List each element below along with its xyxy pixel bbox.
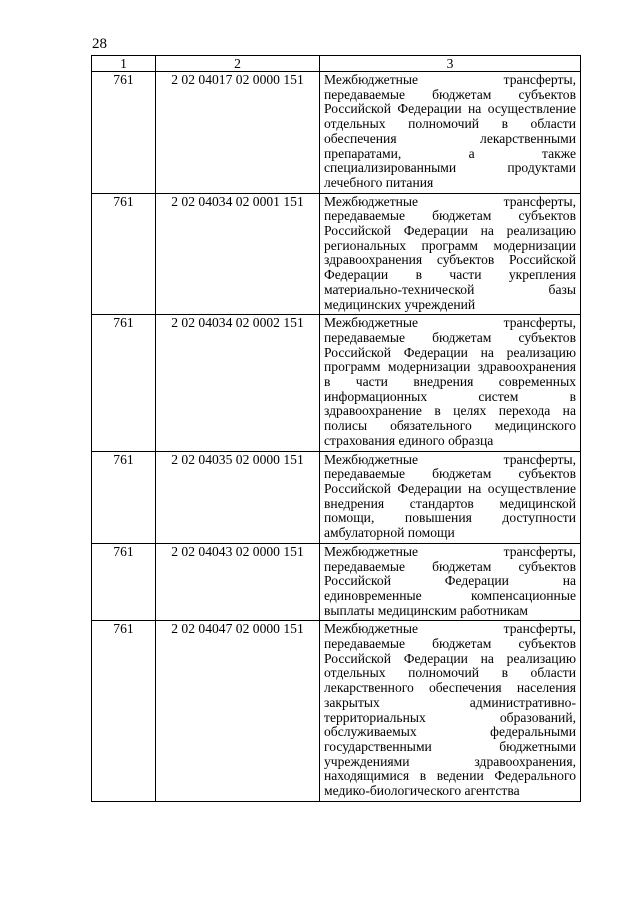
budget-codes-table: [91, 55, 581, 802]
budget-code-cell: 2 02 04047 02 0000 151: [156, 621, 320, 801]
description-cell: Межбюджетные трансферты, передаваемые бюджетам субъектов Российской Федерации на осуществление внедрения стандартов медицинской помощи, повышения доступности амбулаторной помощи: [320, 451, 581, 543]
table-row: [92, 72, 581, 194]
table-row: [92, 451, 581, 543]
admin-code-cell: 761: [92, 621, 156, 801]
page-number: 28: [92, 36, 107, 52]
budget-code-cell: 2 02 04017 02 0000 151: [156, 72, 320, 194]
admin-code-cell: 761: [92, 451, 156, 543]
table-row: [92, 315, 581, 451]
budget-code-cell: 2 02 04035 02 0000 151: [156, 451, 320, 543]
budget-code-cell: 2 02 04043 02 0000 151: [156, 543, 320, 621]
description-cell: Межбюджетные трансферты, передаваемые бюджетам субъектов Российской Федерации на реализацию отдельных полномочий в области лекарственного обеспечения населения закрытых административно-территориальных образований, обслуживаемых федеральными государственными бюджетными учреждениями здравоохранения, находящимися в ведении Федерального медико-биологического агентства: [320, 621, 581, 801]
table-row: [92, 193, 581, 315]
admin-code-cell: 761: [92, 193, 156, 315]
table-header: [92, 56, 581, 72]
admin-code-cell: 761: [92, 72, 156, 194]
description-cell: Межбюджетные трансферты, передаваемые бюджетам субъектов Российской Федерации на единовременные компенсационные выплаты медицинским работникам: [320, 543, 581, 621]
table-body: [92, 72, 581, 802]
admin-code-cell: 761: [92, 543, 156, 621]
table-row: [92, 621, 581, 801]
admin-code-cell: 761: [92, 315, 156, 451]
header-col-2: 2: [156, 56, 320, 72]
description-cell: Межбюджетные трансферты, передаваемые бюджетам субъектов Российской Федерации на осуществление отдельных полномочий в области обеспечения лекарственными препаратами, а также специализированными продуктами лечебного питания: [320, 72, 581, 194]
header-row: [92, 56, 581, 72]
header-col-3: 3: [320, 56, 581, 72]
description-cell: Межбюджетные трансферты, передаваемые бюджетам субъектов Российской Федерации на реализацию региональных программ модернизации здравоохранения субъектов Российской Федерации в части укрепления материально-технической базы медицинских учреждений: [320, 193, 581, 315]
description-cell: Межбюджетные трансферты, передаваемые бюджетам субъектов Российской Федерации на реализацию программ модернизации здравоохранения в части внедрения современных информационных систем в здравоохранение в целях перехода на полисы обязательного медицинского страхования единого образца: [320, 315, 581, 451]
budget-code-cell: 2 02 04034 02 0002 151: [156, 315, 320, 451]
table-row: [92, 543, 581, 621]
header-col-1: 1: [92, 56, 156, 72]
budget-code-cell: 2 02 04034 02 0001 151: [156, 193, 320, 315]
